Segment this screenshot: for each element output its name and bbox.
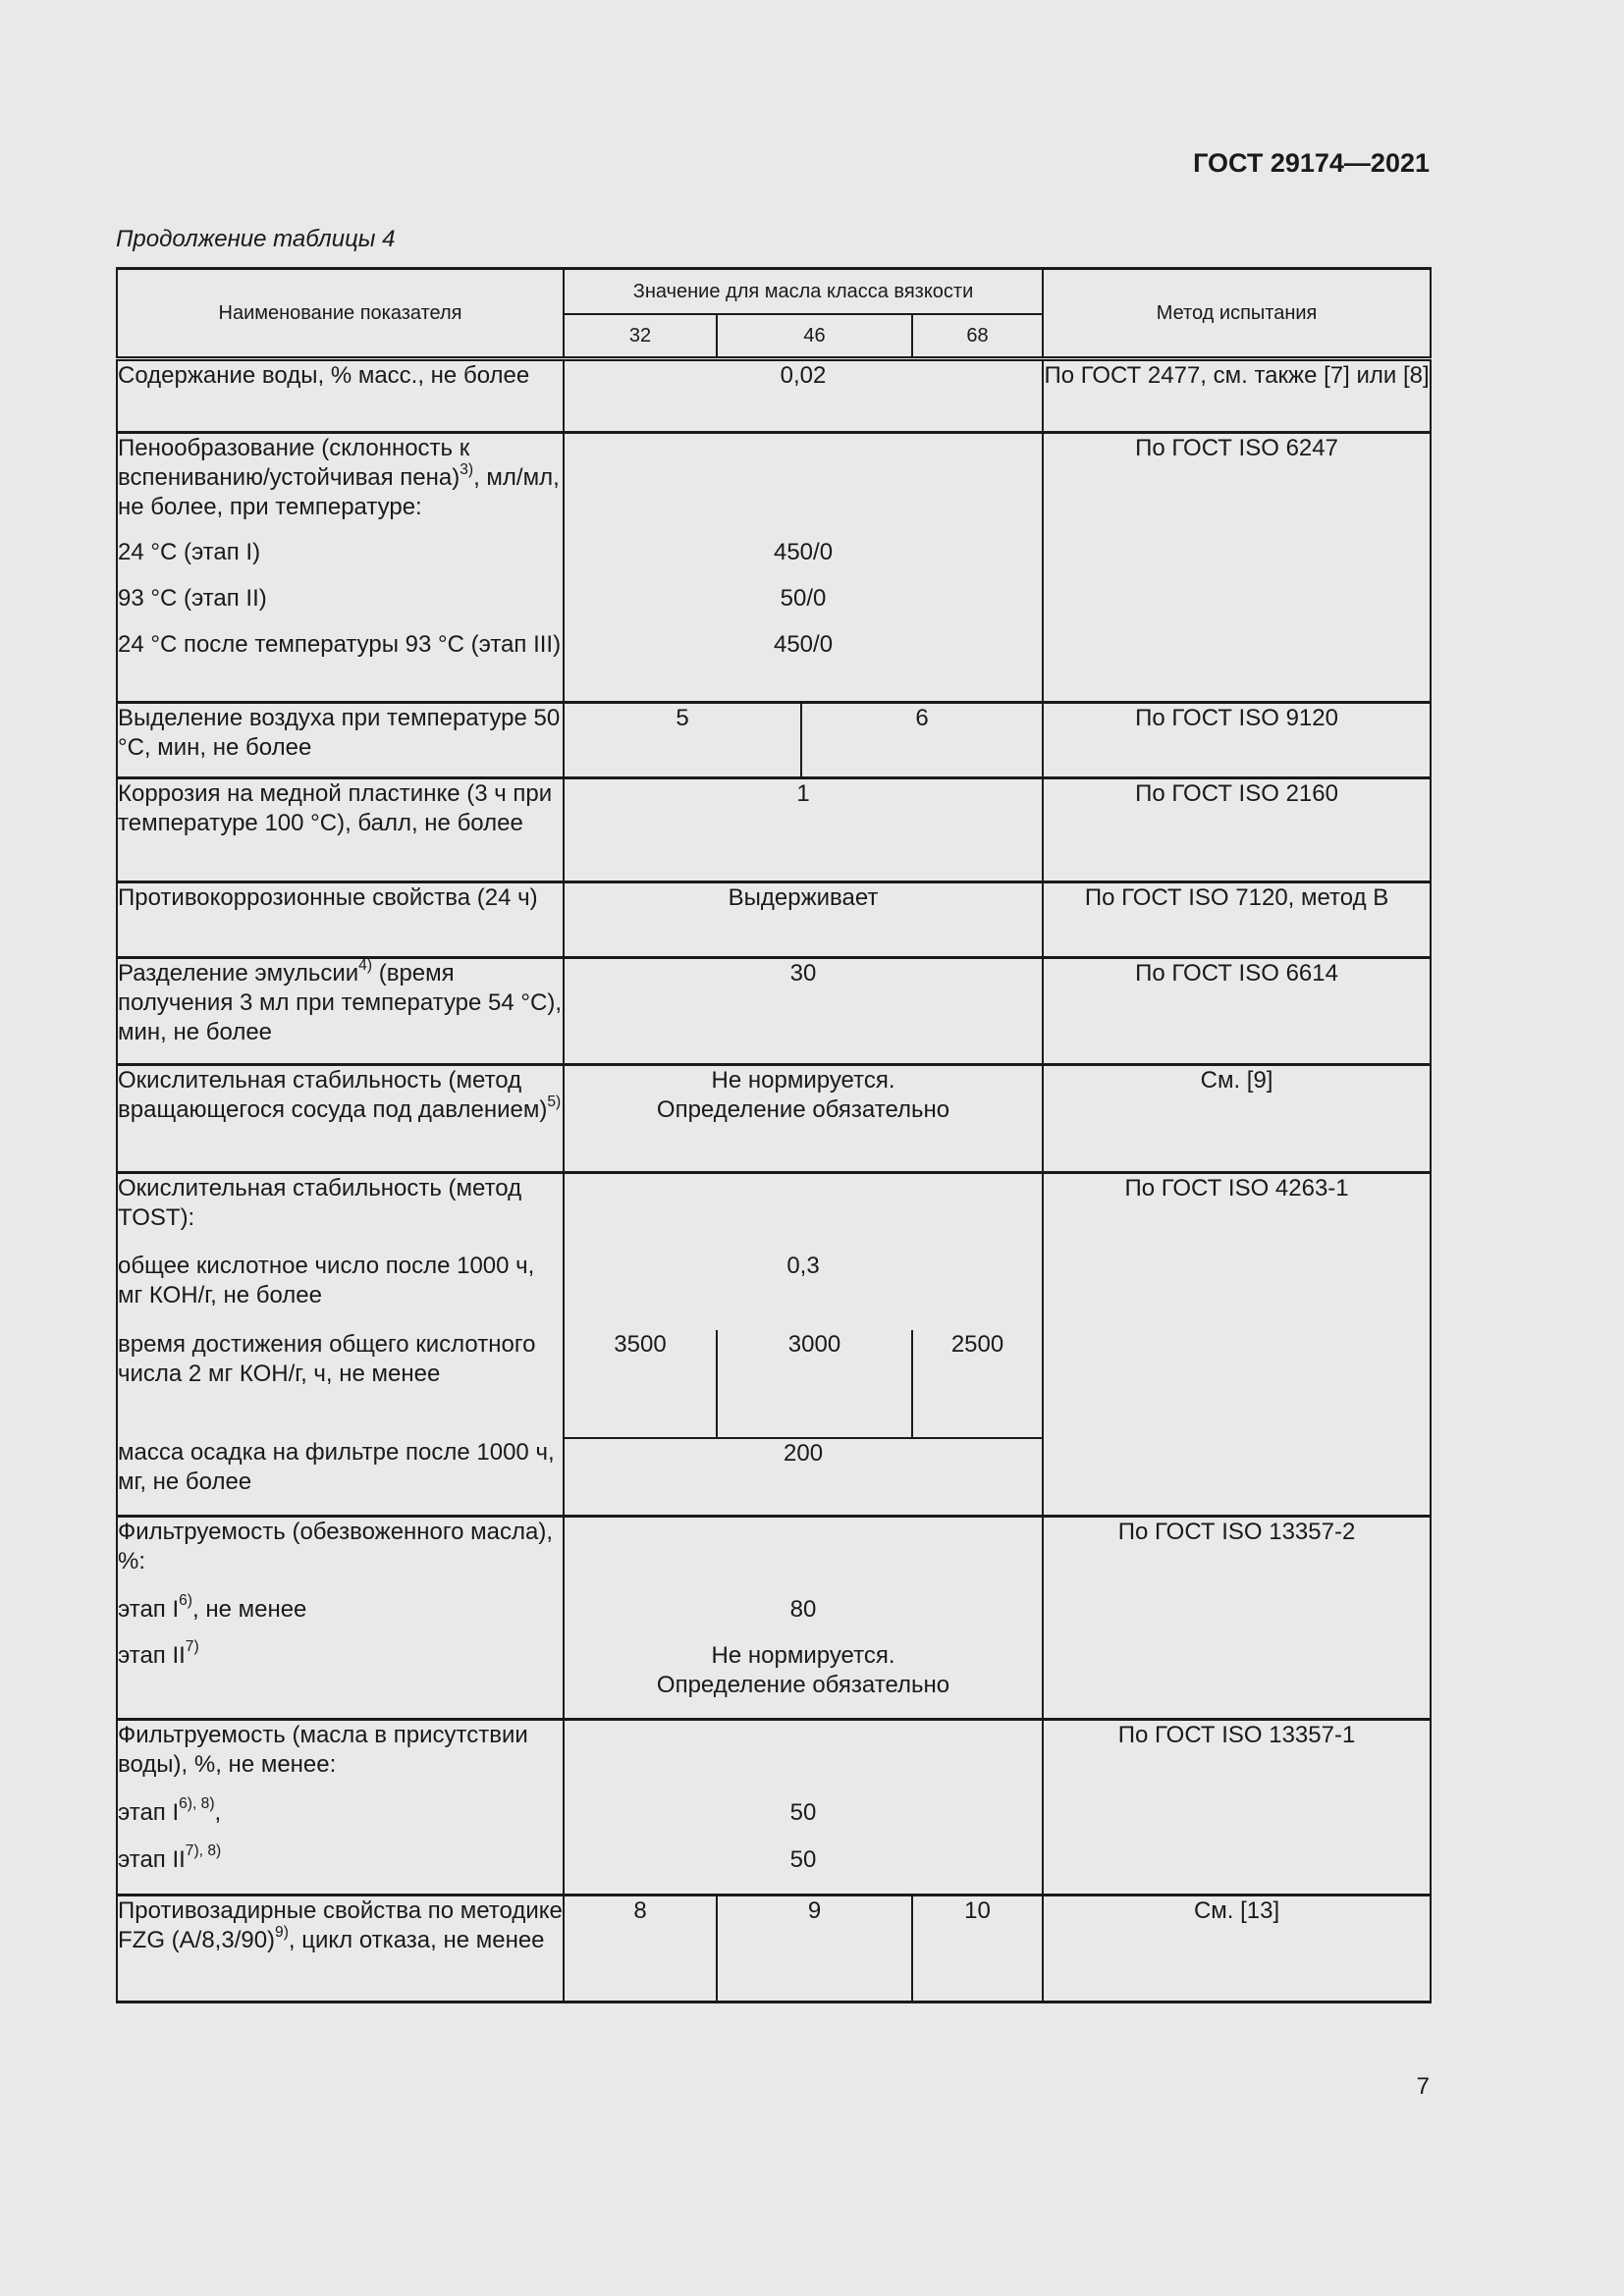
row-value-empty <box>564 1517 1043 1595</box>
row-water <box>117 359 1431 433</box>
sub-label: 24 °С после температуры 93 °С (этап III) <box>117 630 564 703</box>
row-foam <box>117 433 1431 538</box>
sub-value-68: 2500 <box>912 1330 1043 1438</box>
sub-label: этап $II^{7), 8)}$ <box>117 1845 564 1896</box>
row-method: По ГОСТ ISO 6247 <box>1043 433 1431 703</box>
sub-value: 0,3 <box>564 1252 1043 1330</box>
row-method: По ГОСТ ISO 13357-1 <box>1043 1720 1431 1896</box>
row-name: Окислительная стабильность (метод вращающегося сосуда под давлением)$^{5)}$ <box>117 1065 564 1173</box>
table-caption: Продолжение таблицы 4 <box>116 226 396 252</box>
page-number: 7 <box>1416 2073 1430 2100</box>
sub-label: общее кислотное число после 1000 ч, мг КОН/г, не более <box>117 1252 564 1330</box>
col-header-method: Метод испытания <box>1043 269 1431 359</box>
row-value-empty <box>564 433 1043 538</box>
row-name: Фильтруемость (масла в присутствии воды), %, не менее: <box>117 1720 564 1798</box>
row-method: См. [13] <box>1043 1896 1431 2002</box>
row-name: Окислительная стабильность (метод TOST): <box>117 1173 564 1252</box>
row-method: По ГОСТ ISO 7120, метод В <box>1043 882 1431 958</box>
sub-label: этап $I^{6)}$, не менее <box>117 1595 564 1641</box>
grade-68: 68 <box>912 314 1043 359</box>
row-rpvot <box>117 1065 1431 1173</box>
sub-value-46: 3000 <box>717 1330 912 1438</box>
row-method: По ГОСТ ISO 13357-2 <box>1043 1517 1431 1720</box>
row-value: 1 <box>564 778 1043 882</box>
row-tost <box>117 1173 1431 1252</box>
row-filterability-wet <box>117 1720 1431 1798</box>
col-header-name: Наименование показателя <box>117 269 564 359</box>
row-air-release <box>117 703 1431 778</box>
row-copper-corrosion <box>117 778 1431 882</box>
header-row <box>117 269 1431 314</box>
sub-value: 450/0 <box>564 538 1043 584</box>
sub-label: 93 °С (этап II) <box>117 584 564 630</box>
row-method: По ГОСТ ISO 6614 <box>1043 958 1431 1065</box>
row-value-68: 10 <box>912 1896 1043 2002</box>
row-method: По ГОСТ ISO 4263-1 <box>1043 1173 1431 1517</box>
row-anticorrosion <box>117 882 1431 958</box>
row-value-46: 9 <box>717 1896 912 2002</box>
row-value-32: 8 <box>564 1896 717 2002</box>
row-name: Содержание воды, % масс., не более <box>117 359 564 433</box>
row-value-32: 5 <box>564 703 801 778</box>
row-name: Разделение эмульсии$^{4)}$ (время получения 3 мл при температуре 54 °С), мин, не более <box>117 958 564 1065</box>
row-value: Не нормируется. Определение обязательно <box>564 1065 1043 1173</box>
sub-value: 200 <box>564 1438 1043 1517</box>
row-value-empty <box>564 1173 1043 1252</box>
row-method: См. [9] <box>1043 1065 1431 1173</box>
row-name: Коррозия на медной пластинке (3 ч при температуре 100 °С), балл, не более <box>117 778 564 882</box>
sub-label: этап $I^{6), 8)}$, <box>117 1798 564 1845</box>
sub-label: масса осадка на фильтре после 1000 ч, мг, не более <box>117 1438 564 1517</box>
document-id: ГОСТ 29174—2021 <box>1193 148 1430 178</box>
row-fzg <box>117 1896 1431 2002</box>
specification-table <box>116 267 1432 2003</box>
col-header-value: Значение для масла класса вязкости <box>564 269 1043 314</box>
grade-46: 46 <box>717 314 912 359</box>
row-emulsion <box>117 958 1431 1065</box>
row-method: По ГОСТ 2477, см. также [7] или [8] <box>1043 359 1431 433</box>
row-name: Выделение воздуха при температуре 50 °С, мин, не более <box>117 703 564 778</box>
sub-value: 450/0 <box>564 630 1043 703</box>
row-filterability-dry <box>117 1517 1431 1595</box>
grade-32: 32 <box>564 314 717 359</box>
sub-label: время достижения общего кислотного числа 2 мг КОН/г, ч, не менее <box>117 1330 564 1438</box>
row-name: Фильтруемость (обезвоженного масла), %: <box>117 1517 564 1595</box>
row-name: Противозадирные свойства по методике FZG $(A/8,3/90)^{9)}$, цикл отказа, не менее <box>117 1896 564 2002</box>
sub-value-32: 3500 <box>564 1330 717 1438</box>
sub-value: 50/0 <box>564 584 1043 630</box>
sub-value: 80 <box>564 1595 1043 1641</box>
row-value-46-68: 6 <box>801 703 1043 778</box>
row-value: Выдерживает <box>564 882 1043 958</box>
row-name: Пенообразование (склонность к вспениванию/устойчивая пена)$^{3)}$, мл/мл, не более, при температуре: <box>117 433 564 538</box>
row-value: 0,02 <box>564 359 1043 433</box>
row-name: Противокоррозионные свойства (24 ч) <box>117 882 564 958</box>
sub-value: Не нормируется. Определение обязательно <box>564 1641 1043 1720</box>
row-method: По ГОСТ ISO 2160 <box>1043 778 1431 882</box>
row-method: По ГОСТ ISO 9120 <box>1043 703 1431 778</box>
sub-label: этап II$^{7)}$ <box>117 1641 564 1720</box>
sub-value: 50 <box>564 1845 1043 1896</box>
sub-label: 24 °С (этап I) <box>117 538 564 584</box>
row-value-empty <box>564 1720 1043 1798</box>
row-value: 30 <box>564 958 1043 1065</box>
sub-value: 50 <box>564 1798 1043 1845</box>
